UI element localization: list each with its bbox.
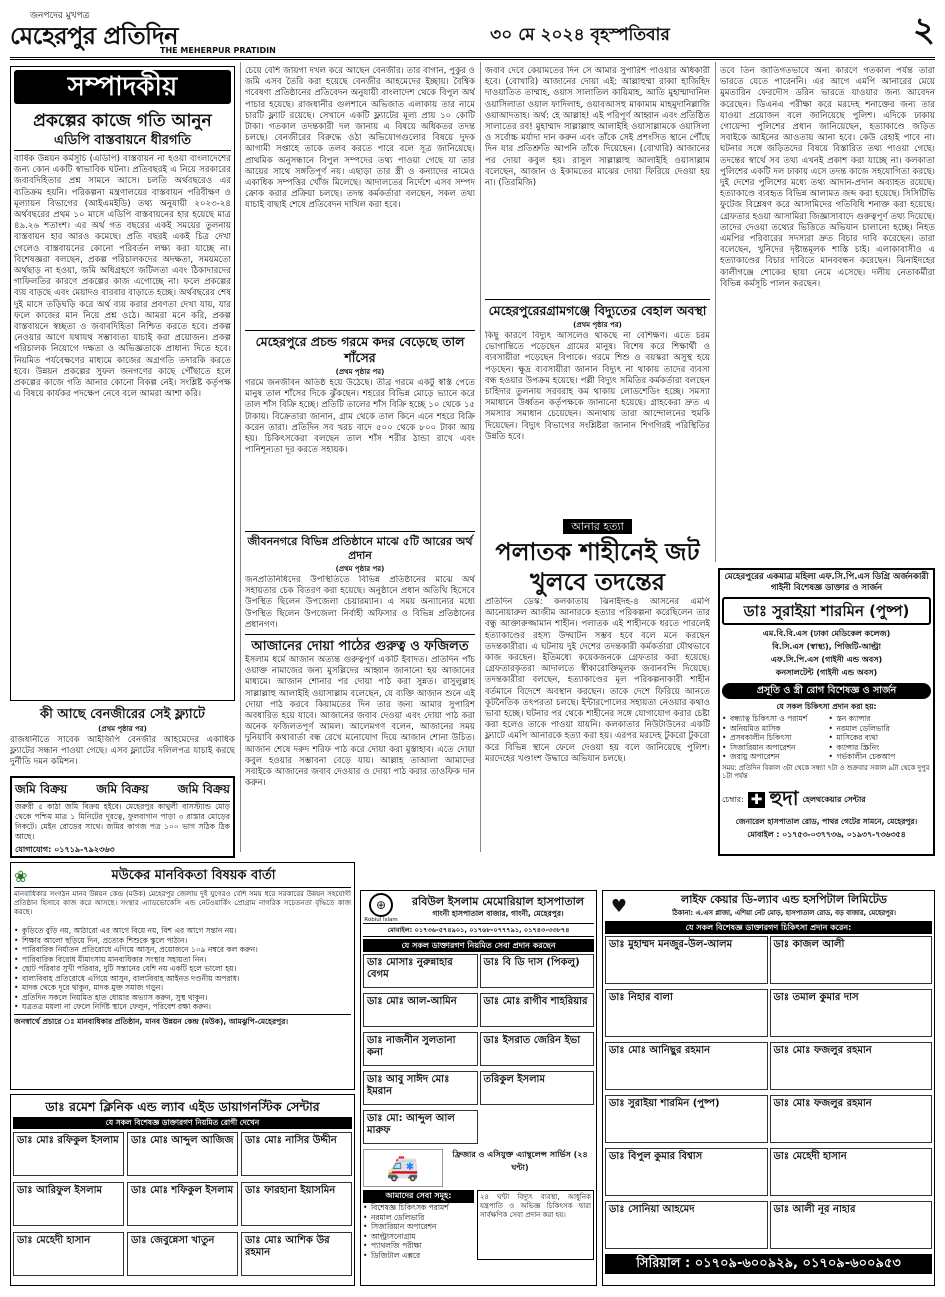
rabiul-phone: মোবাইল: ০১৭৩৬-৫৭৪৯০১, ০১৭৬৮-০৭৭৭৯১, ০১৭৪৩-৩৩৮৭৪	[363, 923, 594, 937]
service-item: • সিজারিয়ান অপারেশন	[363, 1222, 474, 1232]
service-item: • স্তন ক্যান্সার	[829, 714, 932, 724]
doctor-card	[241, 1232, 352, 1276]
rights-message-item: • পারিবারিক নির্যাতন প্রতিরোধে এগিয়ে আসুন, প্রয়োজনে ১০৯ নম্বরে কল করুন।	[14, 945, 351, 955]
rabiul-services	[363, 1203, 474, 1260]
doctor-card	[770, 989, 933, 1037]
doctor-card	[605, 1095, 768, 1143]
doctor-card	[241, 1132, 352, 1176]
service-item: • প্রসবকালীন চিকিৎসা	[722, 733, 825, 743]
slogan: জনপদের মুখপত্র	[30, 11, 90, 21]
rabiul-ambulance: ফ্রিজার ও এসিযুক্ত এ্যাম্বুলেন্স সার্ভিস (২৪ ঘন্টা)	[452, 1150, 588, 1172]
editorial-headline: প্রকল্পের কাজে গতি আনুন	[33, 111, 212, 131]
issue-date: ৩০ মে ২০২৪ বৃহস্পতিবার	[490, 25, 670, 45]
column-2	[245, 66, 475, 856]
doctor-card	[770, 936, 933, 984]
aid-headline: জীবননগরে বিভিন্ন প্রতিষ্ঠানে মাঝে ৫টি আরের অর্থ প্রদান	[245, 531, 475, 563]
doctor-card-name: ডাঃ জেবুন্নেসা খাতুন	[131, 1235, 215, 1246]
column-3	[485, 66, 710, 856]
doctor-card	[770, 1201, 933, 1249]
doctor-card-name: ডাঃ মোঃ রফিকুল ইসলাম	[17, 1135, 119, 1146]
aid-cont: (প্রথম পৃষ্ঠার পর)	[335, 565, 385, 573]
doctor-services	[722, 714, 931, 762]
rights-intro: মানবাধিকার সংগঠন মানব উন্নয়ন কেন্দ্র (মউক) মেহেরপুর জেলায় দুই যুগেরও বেশি সময় ধরে সরকারের উন্নয়ন সহযোগী প্রতিষ্ঠান হিসাবে কাজ করে আসছে। সংস্থার এ্যাডভোকেসি এন্ড নেটওয়ার্কিং প্রোগ্রাম নাগরিক সচেতনতা বৃদ্ধিতে কাজ করছে।	[14, 890, 351, 916]
ramesh-doctor-grid	[13, 1132, 352, 1279]
doctor-card	[13, 1182, 124, 1226]
doctor-card	[605, 1148, 768, 1196]
doctor-card-name: ডাঃ আরিফুল ইসলাম	[17, 1185, 103, 1196]
land-ad-title-3: জমি বিক্রয়	[177, 782, 230, 796]
heat-headline: মেহেরপুরে প্রচন্ড গরমে কদর বেড়েছে তাল শাঁসের	[245, 330, 475, 366]
dua-headline: আজানের দোয়া পাঠের গুরুত্ব ও ফজিলত	[245, 634, 475, 655]
newspaper-name-en: THE MEHERPUR PRATIDIN	[160, 46, 276, 55]
doctor-card-name: ডাঃ সুরাইয়া শারমিন (পুষ্প)	[609, 1098, 720, 1109]
lifecare-hospital-ad	[602, 890, 935, 1286]
mp-headline-1: পলাতক শাহীনেই জট	[495, 538, 700, 566]
rabiul-title: রবিউল ইসলাম মেমোরিয়াল হাসপাতাল	[412, 895, 584, 908]
service-item: • জরায়ু অপারেশন	[722, 752, 825, 762]
heat-cont: (প্রথম পৃষ্ঠার পর)	[335, 368, 385, 376]
doctor-card	[770, 1095, 933, 1143]
dua-body: ইসলাম ধর্মে আজান অত্যন্ত গুরুত্বপূর্ণ একটি ইবাদত। প্রতিদিন পাঁচ ওয়াক্ত নামাজের জন্য মুসল্লিদের আহ্বান জানানো হয় আজানের মাধ্যমে। আজান শোনার পর দোয়া পাঠ করা সুন্নত। রাসুলুল্লাহ সাল্লাল্লাহু আলাইহি ওয়াসাল্লাম বলেছেন, যে ব্যক্তি আজান শুনে এই দোয়া পাঠ করবে কিয়ামতের দিন তার জন্য আমার সুপারিশ অবধারিত হয়ে যাবে। আজানের জবাব দেওয়া এবং দোয়া পাঠ করা অনেক ফজিলতপূর্ণ আমল। আলেমগণ বলেন, আজানের সময় দুনিয়াবি কথাবার্তা বন্ধ রেখে মনোযোগ দিয়ে আজান শোনা উচিত। আজান শেষে দরুদ শরিফ পাঠ করে দোয়া করা মুস্তাহাব। এতে দোয়া কবুল হওয়ার সম্ভাবনা বেড়ে যায়। আল্লাহ তাআলা আমাদের সবাইকে আজানের জবাব দেওয়ার ও দোয়া পাঠ করার তাওফিক দান করুন।	[245, 655, 475, 789]
doctor-card-name: ডাঃ নাজনীন সুলতানা কনা	[367, 1035, 456, 1058]
rights-message-item: • বাল্যবিবাহ প্রতিরোধে এগিয়ে আসুন, বাল্যবিবাহ আইনত দণ্ডনীয় অপরাধ।	[14, 974, 351, 984]
rabiul-hospital-ad	[360, 890, 597, 1286]
service-item: • ক্যান্সার স্ক্রিনিং	[829, 743, 932, 753]
doctor-card-name: ডাঃ ফারহানা ইয়াসমিন	[245, 1185, 336, 1196]
rights-message-item: • শিক্ষার আলো ছড়িয়ে দিন, প্রত্যেক শিশুকে স্কুলে পাঠান।	[14, 936, 351, 946]
doctor-name: ডাঃ সুরাইয়া শারমিন (পুষ্প)	[722, 597, 931, 625]
doctor-card-name: ডাঃ মোঃ আনিছুর রহমান	[609, 1045, 711, 1056]
lifecare-serial: সিরিয়াল : ০১৭০৯-৬০০৯২৯, ০১৭০৯-৬০০৯৫৩	[605, 1254, 932, 1274]
rights-items	[14, 926, 351, 1012]
editorial-body: বার্ষিক উন্নয়ন কর্মসূচি (এডিপি) বাস্তবায়ন না হওয়া বাংলাদেশের জন্য কোন একটি স্বাভাবিক ঘটনা। প্রতিবছরই এ নিয়ে সরকারের জবাবদিহিতার প্রশ্ন সামনে আসে। চলতি অর্থবছরেও এর ব্যতিক্রম হয়নি। পরিকল্পনা মন্ত্রণালয়ের বাস্তবায়ন পরিবীক্ষণ ও মূল্যায়ন বিভাগের (আইএমইডি) তথ্য অনুযায়ী ২০২৩-২৪ অর্থবছরের প্রথম ১০ মাসে এডিপি বাস্তবায়নের হার হয়েছে মাত্র ৪৯.২৬ শতাংশ। এর অর্থ গত বছরের একই সময়ের তুলনায় বাস্তবায়ন হার আরও কমেছে। প্রতি বছরই একই চিত্র দেখা গেলেও বাস্তবায়নের কোনো পরিবর্তন লক্ষ্য করা যাচ্ছে না। বিশেষজ্ঞরা বলছেন, প্রকল্প পরিচালকদের অদক্ষতা, সময়মতো অর্থছাড় না হওয়া, জমি অধিগ্রহণে জটিলতা এবং ঠিকাদারদের গাফিলতির কারণে প্রকল্পের কাজ এগোচ্ছে না। ফলে প্রকল্পের ব্যয় বাড়ছে এবং মেয়াদও বারবার বাড়াতে হচ্ছে। অর্থবছরের শেষ দুই মাসে তড়িঘড়ি করে অর্থ ব্যয় করার প্রবণতা দেখা যায়, যার ফলে কাজের মান নিয়ে প্রশ্ন ওঠে। আমরা মনে করি, প্রকল্প বাস্তবায়নে স্বচ্ছতা ও জবাবদিহিতা নিশ্চিত করতে হবে। প্রকল্প নেওয়ার আগে যথাযথ সম্ভাব্যতা যাচাই করা প্রয়োজন। প্রকল্প পরিচালক নিয়োগে দক্ষতা ও অভিজ্ঞতাকে প্রাধান্য দিতে হবে। নিয়মিত পর্যবেক্ষণের মাধ্যমে কাজের অগ্রগতি তদারকি করতে হবে। উন্নয়ন প্রকল্পের সুফল জনগণের কাছে পৌঁছাতে হলে প্রকল্পের কাজে গতি আনার কোনো বিকল্প নেই। সংশ্লিষ্ট কর্তৃপক্ষ এ বিষয়ে কার্যকর পদক্ষেপ নেবে বলে আমরা আশা করি।	[14, 154, 231, 400]
doctor-time: সময়: প্রতিদিন বিকাল ৩টা থেকে সন্ধ্যা ৭টা ও শুক্রবার সকাল ৯টা থেকে দুপুর ১টা পর্যন্ত	[722, 763, 930, 780]
editorial-section-title: সম্পাদকীয়	[14, 70, 231, 104]
rights-title: মউকের মানবিকতা বিষয়ক বার্তা	[111, 868, 276, 883]
doctor-card	[127, 1232, 238, 1276]
doctor-card-name: ডাঃ মোঃ আশিক উর রহমান	[245, 1235, 330, 1258]
doctor-card-name: ডাঃ মো: আব্দুল আল মারুফ	[367, 1113, 455, 1136]
land-ad-title-2: জমি বিক্রয়	[96, 782, 149, 796]
doctor-card-name: ডাঃ মোঃ আল-আমিন	[367, 996, 457, 1007]
benazir-cont: (প্রথম পৃষ্ঠার পর)	[98, 725, 147, 733]
rabiul-doctor-grid	[363, 954, 594, 1147]
doctor-card	[480, 1071, 595, 1105]
doctor-card	[13, 1232, 124, 1276]
doctor-card	[605, 936, 768, 984]
rights-message-item: • কুড়িতে বুড়ি নয়, আঠারো এর আগে বিয়ে নয়, বিশ এর আগে সন্তান নয়।	[14, 926, 351, 936]
benazir-story	[10, 706, 235, 772]
chamber-label: চেম্বার:	[722, 794, 744, 804]
aid-body: জনপ্রতিনিধিদের উপস্থিতিতে বিভিন্ন প্রতিষ্ঠানের মাঝে অর্থ সহায়তার চেক বিতরণ করা হয়েছে। অনুষ্ঠানে প্রধান অতিথি হিসেবে উপস্থিত ছিলেন উপজেলা চেয়ারম্যান। এ সময় অন্যান্যের মধ্যে উপস্থিত ছিলেন উপজেলা নির্বাহী অফিসার ও বিভিন্ন প্রতিষ্ঠানের প্রধানগণ।	[245, 575, 475, 630]
doctor-card	[480, 1032, 595, 1066]
doctor-card	[605, 1201, 768, 1249]
column-rule	[715, 62, 716, 562]
doctor-card-name: ডাঃ তমাল কুমার দাস	[773, 992, 859, 1003]
doctor-card	[770, 1042, 933, 1090]
service-item: • অনিয়মিত মাসিক	[722, 724, 825, 734]
doctor-degree-2: বি.সি.এস (স্বাস্থ্য), পিজিটি-আল্ট্রা	[772, 642, 881, 651]
doctor-card-name: ডাঃ সোনিয়া আহমেদ	[609, 1204, 695, 1215]
lifecare-address: ঠিকানা: এ.এস প্লাজা, এশিয়া নেট মোড়, হাসপাতাল রোড, বড় বাজার, মেহেরপুর।	[672, 909, 896, 917]
power-headline: মেহেরপুরেরগ্রামগঞ্জে বিদ্যুতের বেহাল অবস্থা	[485, 299, 710, 319]
doctor-card-name: ডাঃ মোঃ রাগীব শাহরিয়ার	[483, 996, 588, 1007]
doctor-card-name: ডাঃ মোঃ নাসির উদ্দীন	[245, 1135, 337, 1146]
benazir-headline: কী আছে বেনজীরের সেই ফ্ল্যাটে	[39, 707, 206, 722]
rights-logo-icon: ❀	[14, 867, 28, 886]
rights-message-item: • মাদক থেকে দূরে থাকুন, মাদক মুক্ত সমাজ গড়ুন।	[14, 983, 351, 993]
doctor-card	[363, 1032, 478, 1066]
doctor-card-name: ডাঃ মোঃ আব্দুল আজিজ	[131, 1135, 234, 1146]
hospital-mobile: মোবাইল : ০১৭৫৩-০৩৭৭৩৬, ০১৯৩৭-৭৩৬৩৫৪	[747, 829, 906, 839]
doctor-card-name: ডাঃ বিপুল কুমার বিশ্বাস	[609, 1151, 703, 1162]
doctor-card	[241, 1182, 352, 1226]
service-item: • গর্ভকালীন চেকআপ	[829, 752, 932, 762]
doctor-specialty: প্রসূতি ও স্ত্রী রোগ বিশেষজ্ঞ ও সার্জন	[722, 683, 931, 699]
rabiul-address: গাংনী হাসপাতাল বাজার, গাংনী, মেহেরপুর।	[432, 909, 564, 918]
rabiul-logo-icon: ⊕	[369, 893, 393, 917]
ramesh-sub: যে সকল বিশেষজ্ঞ ডাক্তারগণ নিয়মিত রোগী দেখেন	[13, 1117, 352, 1129]
editorial-subhead: এডিপি বাস্তবায়নে ধীরগতি	[14, 132, 231, 151]
ramesh-clinic-ad	[10, 1094, 355, 1286]
doctor-card	[480, 993, 595, 1027]
land-ad-body: জরুরী ৫ কাঠা জমি বিক্রয় হইবে। মেহেরপুর কাথুলী বাসস্ট্যান্ড মোড় থেকে পশ্চিম মাত্র ১ মিনিটের দূরত্বে, ফুলবাগান পাড়া ৩ রাস্তার মোড়ের নিকটে। মেইন রোডের সাথে। জমির কাগজ পত্র ১০০ ভাগ সঠিক ঠিক আছে।	[15, 802, 230, 841]
mp-kicker: আনার হত্যা	[563, 519, 632, 534]
land-ad-contact: যোগাযোগ: ০১৭১৯-৭৯২৩৬৩	[15, 845, 115, 854]
rabiul-note: ২৪ ঘন্টা বিদ্যুৎ ব্যবস্থা, আধুনিক যন্ত্রপাতি ও অভিজ্ঞ চিকিৎসক দ্বারা সার্বক্ষণিক সেবা প্রদান করা হয়।	[477, 1190, 594, 1260]
hospital-address: জেনারেল হাসপাতাল রোড, পাথর গেটের সামনে, মেহেরপুর।	[735, 816, 918, 826]
doctor-card	[605, 989, 768, 1037]
benazir-body: রাজধানীতে সাবেক আইজিপি বেনজীর আহমেদের একাধিক ফ্ল্যাটের সন্ধান পাওয়া গেছে। এসব ফ্ল্যাটের দলিলপত্র যাচাই করছে দুর্নীতি দমন কমিশন।	[10, 735, 235, 768]
land-sale-ad	[10, 776, 235, 858]
benazir-continued: চেয়ে বেশি জায়গা দখল করে আছেন বেনজীর। তার বাগান, পুকুর ও জমি এসব তৈরি করা হয়েছে বেনজীর আহমেদের ইচ্ছায়। বৈশ্বিক গবেষণা প্রতিষ্ঠানের প্রতিবেদন অনুযায়ী বাংলাদেশ থেকে বিপুল অর্থ পাচার হয়েছে। রাজধানীর গুলশানে অভিজাত এলাকায় তার নামে চারটি ফ্ল্যাট রয়েছে। সেখানে একটি ফ্ল্যাটের মূল্য প্রায় ১০ কোটি টাকা। গতকাল তদন্তকারী দল জানায় এ বিষয়ে অধিকতর তদন্ত চলছে। বেনজীরের বিরুদ্ধে ওঠা অভিযোগগুলোর বিষয়ে দুদক আগামী সপ্তাহে তাকে তলব করতে পারে বলে সূত্র জানিয়েছে। প্রাথমিক অনুসন্ধানে বিপুল সম্পদের তথ্য পাওয়া গেছে যা তার আয়ের সাথে সঙ্গতিপূর্ণ নয়। এছাড়া তার স্ত্রী ও কন্যাদের নামেও একাধিক সম্পত্তির খোঁজ মিলেছে। আদালতের নির্দেশে এসব সম্পদ ক্রোক করার প্রক্রিয়া চলছে। তদন্ত কর্মকর্তারা বলছেন, সকল তথ্য যাচাই বাছাই শেষে প্রতিবেদন দাখিল করা হবে।	[245, 66, 475, 211]
rights-footer: জনস্বার্থে প্রচারে ঃ মানবাধিকার প্রতিষ্ঠান, মানব উন্নয়ন কেন্দ্র (মউক), আমঝুপি-মেহেরপুর।	[14, 1014, 351, 1029]
service-item: • বিশেষজ্ঞ চিকিৎসক পরামর্শ	[363, 1203, 474, 1213]
newspaper-name: মেহেরপুর প্রতিদিন	[10, 22, 178, 50]
hospital-name: হুদা	[769, 785, 799, 810]
service-item: • মাসিকের ব্যথা	[829, 733, 932, 743]
column-rule	[480, 62, 481, 852]
heat-body: গরমে জনজীবন অতিষ্ঠ হয়ে উঠেছে। তীব্র গরমে একটু স্বস্তি পেতে মানুষ তাল শাঁসের দিকে ঝুঁকছেন। শহরের বিভিন্ন মোড়ে ভ্যানে করে তাল শাঁস বিক্রি হচ্ছে। প্রতিটি তালের শাঁস বিক্রি হচ্ছে ১০ থেকে ১৫ টাকায়। বিক্রেতারা জানান, গ্রাম থেকে তাল কিনে এনে শহরে বিক্রি করেন তারা। প্রতিদিন সব খরচ বাদে ৫০০ থেকে ৮০০ টাকা আয় হয়। চিকিৎসকেরা বলছেন তাল শাঁস শরীর ঠান্ডা রাখে এবং পানিশূন্যতা দূর করতে সহায়ক।	[245, 378, 475, 456]
masthead	[10, 8, 935, 60]
doctor-card	[363, 1071, 478, 1105]
doctor-ad-top: মেহেরপুরের একমাত্র মহিলা এফ.সি.পি.এস ডিগ্রি অর্জনকারী গাইনী বিশেষজ্ঞ ডাক্তার ও সার্জন	[724, 572, 929, 593]
column-4-body: তবে তিন জাতিগতভাবে অন্য কারণে গতকাল পর্যন্ত তারা ভারতে যেতে পারেননি। এর আগে এমপি আনারের মেয়ে মুমতারিন ফেরদৌস ডরিন ভারতে যাওয়ার জন্য আবেদন করেছেন। ডিএনএ পরীক্ষা করে মরদেহ শনাক্তের জন্য তার যাওয়া প্রয়োজন বলে জানিয়েছে পুলিশ। এদিকে ঢাকায় গোয়েন্দা পুলিশের প্রধান জানিয়েছেন, হত্যাকাণ্ডে জড়িত সবাইকে আইনের আওতায় আনা হবে। কেউ রেহাই পাবে না। ঘটনার সঙ্গে জড়িতদের বিষয়ে বিস্তারিত তথ্য পাওয়া গেছে। তদন্তের স্বার্থে সব তথ্য এখনই প্রকাশ করা যাচ্ছে না। কলকাতা পুলিশের একটি দল ঢাকায় এসে তদন্ত কাজে সহযোগিতা করছে। দুই দেশের পুলিশের মধ্যে তথ্য আদান-প্রদান অব্যাহত রয়েছে। হত্যাকাণ্ডে ব্যবহৃত বিভিন্ন আলামত জব্দ করা হয়েছে। সিসিটিভি ফুটেজ বিশ্লেষণ করে আসামিদের গতিবিধি শনাক্ত করা হয়েছে। গ্রেফতার হওয়া আসামিরা জিজ্ঞাসাবাদে গুরুত্বপূর্ণ তথ্য দিয়েছে। তাদের দেওয়া তথ্যের ভিত্তিতে অভিযান চালানো হচ্ছে। নিহত এমপির পরিবারের সদস্যরা দ্রুত বিচার দাবি করেছেন। তারা বলেছেন, খুনিদের দৃষ্টান্তমূলক শাস্তি চাই। এলাকাবাসীও এ হত্যাকাণ্ডের বিচার দাবিতে মানববন্ধন করেছেন। ঝিনাইদহের কালীগঞ্জে শোকের ছায়া নেমে এসেছে। দলীয় নেতাকর্মীরা বিভিন্ন কর্মসূচি পালন করছেন।	[720, 66, 935, 289]
rights-message-item: • যত্রতত্র ময়লা না ফেলে নির্দিষ্ট স্থানে ফেলুন, পরিবেশ রক্ষা করুন।	[14, 1002, 351, 1012]
service-item: • নরমাল ডেলিভারি	[829, 724, 932, 734]
doctor-card-name: ডাঃ মোঃ ফজলুর রহমান	[773, 1045, 872, 1056]
doctor-card-name: ডাঃ নিহার বালা	[609, 992, 673, 1003]
lifecare-doctor-grid	[605, 936, 932, 1252]
mp-body: প্রতিদিন ডেস্ক: কলকাতায় ঝিনাইদহ-৪ আসনের এমপি আনোয়ারুল আজীম আনারকে হত্যার পরিকল্পনা করেছিলেন তার বন্ধু আক্তারুজ্জামান শাহীন। পলাতক এই শাহীনকে ধরতে পারলেই হত্যাকাণ্ডের রহস্য উদ্ঘাটন সম্ভব হবে বলে মনে করছেন তদন্তকারীরা। এ ঘটনায় দুই দেশের তদন্তকারী কর্মকর্তারা যৌথভাবে কাজ করছেন। ইতিমধ্যে কয়েকজনকে গ্রেফতার করা হয়েছে। গ্রেফতারকৃতরা আদালতে স্বীকারোক্তিমূলক জবানবন্দি দিয়েছে। তদন্তকারীরা বলছেন, হত্যাকাণ্ডের মূল পরিকল্পনাকারী শাহীন বর্তমানে বিদেশে অবস্থান করছেন। তাকে দেশে ফিরিয়ে আনতে কূটনৈতিক তৎপরতা চলছে। ইন্টারপোলের সহায়তা নেওয়ার কথাও ভাবা হচ্ছে। ঘটনার পর থেকে শাহীনের সঙ্গে যোগাযোগ করার চেষ্টা করা হলেও তাকে পাওয়া যায়নি। কলকাতার নিউটাউনের একটি ফ্ল্যাটে এমপি আনারকে হত্যা করা হয়। এরপর মরদেহ টুকরো টুকরো করে বিভিন্ন স্থানে ফেলে দেওয়া হয় বলে জানিয়েছে পুলিশ। মরদেহের খণ্ডাংশ উদ্ধারে অভিযান চলছে।	[485, 597, 710, 764]
doctor-card	[770, 1148, 933, 1196]
rabiul-services-list-title: আমাদের সেবা সমূহ:	[363, 1190, 474, 1203]
column-rule	[240, 62, 241, 852]
doctor-card	[127, 1132, 238, 1176]
service-item: • ডিজিটাল এক্সরে	[363, 1251, 474, 1261]
rights-message-item: • ছোট পরিবার সুখী পরিবার, দুটি সন্তানের বেশি নয় একটি হলে ভালো হয়।	[14, 964, 351, 974]
doctor-ad	[718, 568, 935, 856]
doctor-card	[605, 1042, 768, 1090]
service-item: • আল্ট্রাসনোগ্রাম	[363, 1232, 474, 1242]
power-cont: (প্রথম পৃষ্ঠার পর)	[573, 321, 622, 329]
doctor-card-name: ডাঃ মেহেদী হাসান	[17, 1235, 91, 1246]
service-item: • নরমাল ডেলিভারি	[363, 1213, 474, 1223]
power-body: কিছু কারণে বিদ্যুৎ আসলেও থাকছে না বেশিক্ষণ। এতে চরম ভোগান্তিতে পড়েছেন গ্রামের মানুষ। বিশেষ করে শিক্ষার্থী ও ব্যবসায়ীরা পড়েছেন বিপাকে। গরমে শিশু ও বয়স্করা অসুস্থ হয়ে পড়ছেন। ক্ষুদ্র ব্যবসায়ীরা জানান বিদ্যুৎ না থাকায় তাদের ব্যবসা বন্ধ হওয়ার উপক্রম হয়েছে। পল্লী বিদ্যুৎ সমিতির কর্মকর্তারা বলছেন চাহিদার তুলনায় সরবরাহ কম থাকায় লোডশেডিং হচ্ছে। সমস্যা সমাধানে উর্ধ্বতন কর্তৃপক্ষকে জানানো হয়েছে। গ্রাহকেরা দ্রুত এ সমস্যার সমাধান চেয়েছেন। অন্যথায় তারা আন্দোলনের হুমকি দিয়েছেন। বিদ্যুৎ বিভাগের সংশ্লিষ্টরা জানান শিগগিরই পরিস্থিতির উন্নতি হবে।	[485, 331, 710, 442]
doctor-card-name: ডাঃ বি ডি দাস (পিকলু)	[483, 957, 580, 968]
mp-headline-2: খুলবে তদন্তের	[529, 568, 665, 596]
lifecare-title: লাইফ কেয়ার ডি-ল্যাব এন্ড হসপিটাল লিমিটেড	[681, 893, 887, 906]
service-item: • বন্ধ্যাত্ব চিকিৎসা ও পরামর্শ	[722, 714, 825, 724]
doctor-card-name: ডাঃ আবু সাঈদ মোঃ ইমরান	[367, 1074, 450, 1097]
lifecare-services-title: যে সকল বিশেষজ্ঞ ডাক্তারগণ চিকিৎসা প্রদান করেন:	[605, 921, 932, 934]
service-item: • প্যাথলজি পরীক্ষা	[363, 1241, 474, 1251]
doctor-card-name: ডাঃ মেহেদী হাসান	[773, 1151, 847, 1162]
editorial-box	[10, 66, 235, 701]
ambulance-icon: 🚑	[363, 1149, 443, 1187]
rights-message-item: • প্রতিদিন সকলে নিয়মিত হাত ধোয়ার অভ্যাস করুন, সুস্থ থাকুন।	[14, 993, 351, 1003]
doctor-card	[363, 954, 478, 988]
doctor-degree-1: এম.বি.বি.এস (ঢাকা মেডিকেল কলেজ)	[762, 629, 891, 638]
doctor-card	[363, 1110, 478, 1144]
hospital-logo-icon: ✚	[748, 792, 766, 808]
rabiul-logo-text: Robiul Islam	[364, 917, 398, 923]
doctor-card-name: ডাঃ মোঃ ফজলুর রহমান	[773, 1098, 872, 1109]
doctor-card-name: ডাঃ মুহাম্মদ মনজুর-উল-আলম	[609, 939, 733, 950]
doctor-card-name: ডাঃ কাজল আলী	[773, 939, 845, 950]
rights-ad	[10, 862, 355, 1090]
doctor-card	[363, 993, 478, 1027]
doctor-card	[480, 954, 595, 988]
land-ad-title-1: জমি বিক্রয়	[15, 782, 68, 796]
doctor-card-name: ডাঃ ইসরাত জেরিন ইভা	[483, 1035, 581, 1046]
hospital-sub: হেলথকেয়ার সেন্টার	[802, 794, 866, 804]
doctor-card	[127, 1182, 238, 1226]
dua-continued: জবাব দেবে কেয়ামতের দিন সে আমার সুপারিশ পাওয়ার অধিকারী হবে। (বোখারি) আজানের দোয়া এই: আল্লাহুম্মা রাব্বা হাজিহিদ দাওয়াতিত তাম্মাহ, ওয়াস সালাতিল কায়িমাহ, আতি মুহাম্মাদানিল ওয়াসিলাতা ওয়াল ফাদিলাহ, ওয়াবআসহু মাকামাম মাহমুদানিল্লাজি ওয়াআদতাহ। অর্থ: হে আল্লাহ! এই পরিপূর্ণ আহ্বান এবং প্রতিষ্ঠিত সালাতের রব! মুহাম্মাদ সাল্লাল্লাহু আলাইহি ওয়াসাল্লামকে ওয়াসিলা ও সর্বোচ্চ মর্যাদা দান করুন এবং তাঁকে সেই প্রশংসিত স্থানে পৌঁছে দিন যার প্রতিশ্রুতি আপনি তাঁকে দিয়েছেন। (বোখারি) আজানের পর দোয়া কবুল হয়। রাসুল সাল্লাল্লাহু আলাইহি ওয়াসাল্লাম বলেছেন, আজান ও ইকামতের মাঝের দোয়া ফিরিয়ে দেওয়া হয় না। (তিরমিজি)	[485, 66, 710, 189]
doctor-degree-4: কনসালটেন্ট (গাইনী এন্ড অবস)	[775, 668, 878, 677]
rabiul-services-title: যে সকল ডাক্তারগণ নিয়মিত সেবা প্রদান করছেন	[363, 939, 594, 952]
doctor-list-title: যে সকল চিকিৎসা প্রদান করা হয়:	[776, 702, 877, 711]
doctor-card-name: ডাঃ আলী নূর নাহার	[773, 1204, 856, 1215]
lifecare-logo-icon: ♥	[610, 895, 628, 917]
page-number: ২	[912, 10, 935, 50]
doctor-card-name: তরিকুল ইসলাম	[483, 1074, 546, 1085]
doctor-card-name: ডাঃ মোঃ শফিকুল ইসলাম	[131, 1185, 234, 1196]
rights-message-item: • পারিবারিক বিরোধ মীমাংসায় মানবাধিকার সংস্থার সহায়তা নিন।	[14, 955, 351, 965]
service-item: • সিজারিয়ান অপারেশন	[722, 743, 825, 753]
ramesh-title: ডাঃ রমেশ ক্লিনিক এন্ড ল্যাব এইড ডায়াগনস্টিক সেন্টার	[45, 1099, 320, 1114]
doctor-degree-3: এফ.সি.পি.এস (গাইনী এন্ড অবস)	[770, 655, 883, 664]
doctor-card	[13, 1132, 124, 1176]
doctor-card-name: ডাঃ মোসাঃ নুরুন্নাহার বেগম	[367, 957, 453, 980]
